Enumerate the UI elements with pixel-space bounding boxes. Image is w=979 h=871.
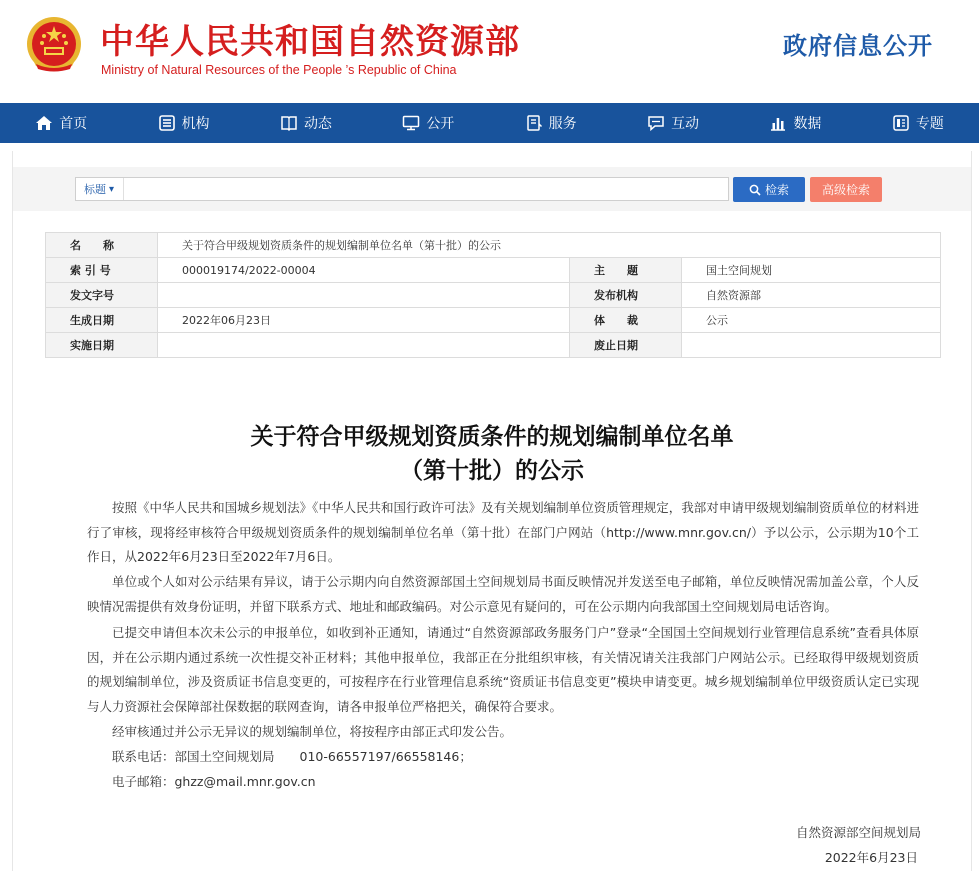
org-icon	[158, 114, 176, 132]
nav-item-label: 公开	[426, 116, 455, 132]
meta-row	[46, 333, 941, 358]
search-icon	[749, 184, 761, 196]
meta-label-effective: 实施日期	[46, 333, 158, 358]
signature-org: 自然资源部空间规划局	[795, 825, 921, 840]
meta-row	[46, 233, 941, 258]
nav-item-label: 互动	[671, 116, 700, 132]
meta-row	[46, 258, 941, 283]
meta-label-issuer: 发布机构	[570, 283, 682, 308]
nav-item-label: 专题	[915, 116, 944, 132]
chat-icon	[647, 114, 665, 132]
search-button-label: 检索	[764, 183, 789, 197]
advanced-search-button[interactable]	[810, 177, 882, 202]
topic-icon	[892, 114, 910, 132]
contact-email[interactable]: 电子邮箱：ghzz@mail.mnr.gov.cn	[112, 774, 316, 789]
nav-item-label: 机构	[181, 116, 210, 132]
search-field-value: 标题	[84, 183, 106, 196]
nav-item-org[interactable]	[122, 103, 244, 143]
main-nav	[0, 103, 979, 143]
meta-value-repeal	[682, 333, 941, 358]
nav-item-label: 首页	[59, 116, 88, 132]
nav-item-service[interactable]	[490, 103, 612, 143]
site-title-en: Ministry of Natural Resources of the People ’s Republic of China	[101, 63, 457, 77]
monitor-icon	[402, 114, 420, 132]
service-icon	[525, 114, 543, 132]
national-emblem-icon	[22, 14, 86, 78]
search-bar	[13, 167, 971, 211]
contact-phone: 联系电话：部国土空间规划局 010-66557197/66558146；	[112, 749, 472, 764]
article-title: 关于符合甲级规划资质条件的规划编制单位名单	[250, 424, 734, 450]
article-paragraph: 单位或个人如对公示结果有异议，请于公示期内向自然资源部国土空间规划局书面反映情况并发送至电子邮箱，单位反映情况需加盖公章，个人反映情况需提供有效身份证明，并留下联系方式、地址和邮政编码。对公示意见有疑问的，可在公示期内向我部国土空间规划局电话咨询。	[87, 574, 919, 614]
meta-label-genre: 体 裁	[570, 308, 682, 333]
nav-item-open[interactable]	[367, 103, 489, 143]
document-meta-table	[45, 232, 941, 358]
nav-item-data[interactable]	[734, 103, 856, 143]
book-icon	[280, 114, 298, 132]
meta-label-date: 生成日期	[46, 308, 158, 333]
meta-value-genre: 公示	[682, 308, 941, 333]
meta-value-date: 2022年06月23日	[158, 308, 570, 333]
article-paragraph: 按照《中华人民共和国城乡规划法》《中华人民共和国行政许可法》及有关规划编制单位资质管理规定，我部对申请甲级规划编制资质单位的材料进行了审核，现将经审核符合甲级规划资质条件的规划编制单位名单（第十批）在部门户网站（http://www.mnr.gov.cn/）予以公示，公示期为10个工作日，从2022年6月23日至2022年7月6日。	[87, 500, 919, 564]
meta-label-repeal: 废止日期	[570, 333, 682, 358]
meta-label-index: 索 引 号	[46, 258, 158, 283]
meta-value-index: 000019174/2022-00004	[158, 258, 570, 283]
nav-item-topic[interactable]	[857, 103, 979, 143]
nav-item-home[interactable]	[0, 103, 122, 143]
meta-row	[46, 283, 941, 308]
chevron-down-icon: ▾	[109, 183, 115, 195]
gov-info-title[interactable]: 政府信息公开	[783, 32, 933, 60]
site-header	[0, 0, 979, 103]
site-title-cn: 中华人民共和国自然资源部	[100, 22, 520, 62]
article-title-line2: （第十批）的公示	[400, 458, 584, 484]
signature-date: 2022年6月23日	[824, 850, 918, 865]
nav-item-label: 数据	[793, 116, 822, 132]
meta-label-doc-no: 发文字号	[46, 283, 158, 308]
meta-value-effective	[158, 333, 570, 358]
meta-value-subject: 国土空间规划	[682, 258, 941, 283]
meta-label-subject: 主 题	[570, 258, 682, 283]
nav-item-news[interactable]	[245, 103, 367, 143]
article-paragraph: 经审核通过并公示无异议的规划编制单位，将按程序由部正式印发公告。	[112, 724, 513, 739]
meta-value-issuer: 自然资源部	[682, 283, 941, 308]
article-paragraph: 已提交申请但本次未公示的申报单位，如收到补正通知，请通过“自然资源部政务服务门户”登录“全国国土空间规划行业管理信息系统”查看具体原因，并在公示期内通过系统一次性提交补正材料；其他申报单位，我部正在分批组织审核，有关情况请关注我部门户网站公示。已经取得甲级规划资质的规划编制单位，涉及资质证书信息变更的，可按程序在行业管理信息系统“资质证书信息变更”模块申请变更。城乡规划编制单位甲级资质认定已实现与人力资源社会保障部社保数据的联网查询，请各申报单位严格把关，确保符合要求。	[87, 625, 919, 714]
search-input[interactable]	[75, 177, 729, 201]
chart-icon	[769, 114, 787, 132]
meta-label-name: 名 称	[46, 233, 158, 258]
nav-item-interact[interactable]	[612, 103, 734, 143]
content-frame	[12, 151, 972, 871]
meta-value-name: 关于符合甲级规划资质条件的规划编制单位名单（第十批）的公示	[158, 233, 941, 258]
search-button[interactable]	[733, 177, 805, 202]
meta-value-doc-no	[158, 283, 570, 308]
advanced-search-label: 高级检索	[821, 183, 870, 197]
search-field-select[interactable]	[76, 178, 124, 200]
nav-item-label: 服务	[548, 116, 577, 132]
meta-row	[46, 308, 941, 333]
nav-item-label: 动态	[303, 116, 332, 132]
home-icon	[35, 114, 53, 132]
